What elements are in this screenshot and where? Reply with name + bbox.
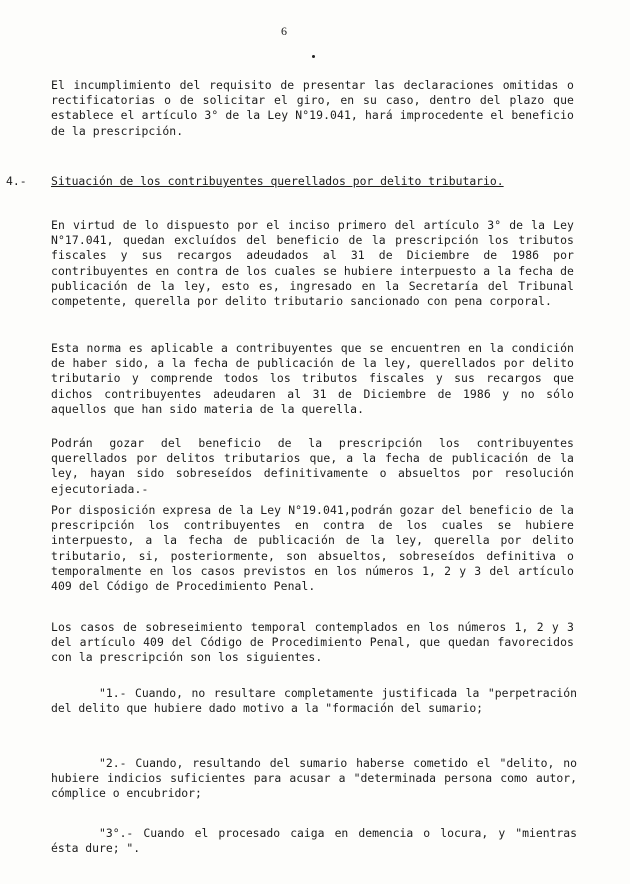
quote-case-1: "1.- Cuando, no resultare completamente justificada la "perpetración del delito que hubiere dado motivo a la "formación del sumario; <box>51 686 577 716</box>
page-number: 6 <box>281 24 287 38</box>
paragraph-express-provision: Por disposición expresa de la Ley N°19.041,podrán gozar del beneficio de la prescripción los contribuyentes en contra de los cuales se hubiere interpuesto, a la fecha de publicación de la ley, querella por delito tributario, si, posteriormente, son absueltos, sobreseídos definitiva o temporalmente en los casos previstos en los números 1, 2 y 3 del artículo 409 del Código de Procedimiento Penal. <box>51 503 574 594</box>
quote-case-2: "2.- Cuando, resultando del sumario haberse cometido el "delito, no hubiere indicios suficientes para acusar a "determinada persona como autor, cómplice o encubridor; <box>51 756 577 801</box>
section-number: 4.- <box>6 174 27 188</box>
paragraph-exclusion: En virtud de lo dispuesto por el inciso primero del artículo 3° de la Ley N°17.041, quedan excluídos del beneficio de la prescripción los tributos fiscales y sus recargos adeudados al 31 de Diciembre de 1986 por contribuyentes en contra de los cuales se hubiere interpuesto a la fecha de publicación de la ley, esto es, ingresado en la Secretaría del Tribunal competente, querella por delito tributario sancionado con pena corporal. <box>51 218 574 309</box>
page-mark <box>312 55 315 58</box>
paragraph-temporary-dismissal: Los casos de sobreseimiento temporal contemplados en los números 1, 2 y 3 del artículo 409 del Código de Procedimiento Penal, que quedan favorecidos con la prescripción son los siguientes. <box>51 620 574 665</box>
section-title: Situación de los contribuyentes querellados por delito tributario. <box>51 174 504 188</box>
paragraph-acquitted: Podrán gozar del beneficio de la prescripción los contribuyentes querellados por delitos tributarios que, a la fecha de publicación de la ley, hayan sido sobreseídos definitivamente o absueltos por resolución ejecutoriada.- <box>51 436 574 496</box>
paragraph-prescription-requirement: El incumplimiento del requisito de presentar las declaraciones omitidas o rectificatorias o de solicitar el giro, en su caso, dentro del plazo que establece el artículo 3° de la Ley N°19.041, hará improcedente el beneficio de la prescripción. <box>51 78 574 138</box>
quote-case-3: "3°.- Cuando el procesado caiga en demencia o locura, y "mientras ésta dure; ". <box>51 826 577 856</box>
paragraph-applicability: Esta norma es aplicable a contribuyentes que se encuentren en la condición de haber sido, a la fecha de publicación de la ley, querellados por delito tributario y comprende todos los tributos fiscales y sus recargos que dichos contribuyentes adeudaren al 31 de Diciembre de 1986 y no sólo aquellos que han sido materia de la querella. <box>51 341 574 416</box>
